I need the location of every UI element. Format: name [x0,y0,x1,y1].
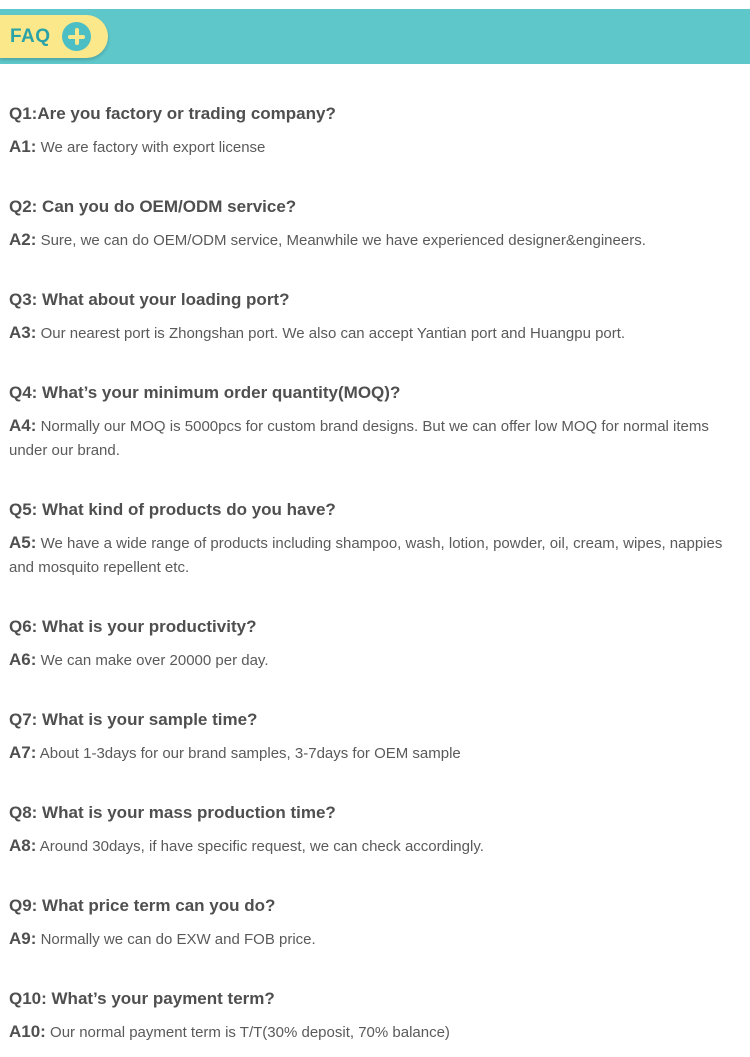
answer [9,834,729,859]
faq-item-3 [9,290,729,346]
answer-label: A9: [9,929,37,948]
answer [9,531,729,580]
answer-text: Our nearest port is Zhongshan port. We also can accept Yantian port and Huangpu port. [36,325,626,342]
faq-item-7 [9,710,729,766]
faq-item-4 [9,383,729,463]
faq-tab [0,15,108,58]
answer-text: We are factory with export license [36,139,266,156]
faq-item-1 [9,104,729,160]
faq-item-5 [9,500,729,580]
answer-label: A3: [9,323,37,342]
answer-label: A1: [9,137,37,156]
answer [9,228,729,253]
answer [9,648,729,673]
faq-item-9 [9,896,729,952]
answer-text: We can make over 20000 per day. [36,652,269,669]
question: Q9: What price term can you do? [9,896,276,915]
question: Q10: What’s your payment term? [9,989,275,1008]
answer-label: A7: [9,743,37,762]
faq-item-10 [9,989,729,1045]
question: Q3: What about your loading port? [9,290,290,309]
faq-title: FAQ [10,26,51,47]
answer [9,927,729,952]
question: Q6: What is your productivity? [9,617,257,636]
question: Q5: What kind of products do you have? [9,500,336,519]
answer [9,741,729,766]
plus-icon [62,22,91,51]
answer-text: Our normal payment term is T/T(30% deposit, 70% balance) [45,1024,450,1041]
answer-label: A2: [9,230,37,249]
faq-header-band [0,9,750,64]
answer [9,414,729,463]
question: Q8: What is your mass production time? [9,803,336,822]
faq-item-8 [9,803,729,859]
answer-text: Normally we can do EXW and FOB price. [36,931,316,948]
question: Q2: Can you do OEM/ODM service? [9,197,297,216]
answer-label: A6: [9,650,37,669]
answer-label: A10: [9,1022,46,1041]
answer-text: Sure, we can do OEM/ODM service, Meanwhile we have experienced designer&engineers. [36,232,646,249]
answer-text: About 1-3days for our brand samples, 3-7days for OEM sample [36,745,461,762]
answer-label: A8: [9,836,37,855]
answer [9,321,729,346]
faq-item-6 [9,617,729,673]
answer [9,1020,729,1045]
answer [9,135,729,160]
answer-label: A5: [9,533,37,552]
answer-label: A4: [9,416,37,435]
question: Q1:Are you factory or trading company? [9,104,336,123]
faq-item-2 [9,197,729,253]
answer-text: We have a wide range of products including shampoo, wash, lotion, powder, oil, cream, wipes, nappies and mosquito repellent etc. [9,535,723,576]
question: Q7: What is your sample time? [9,710,258,729]
answer-text: Normally our MOQ is 5000pcs for custom brand designs. But we can offer low MOQ for normal items under our brand. [9,418,709,459]
answer-text: Around 30days, if have specific request, we can check accordingly. [36,838,484,855]
question: Q4: What’s your minimum order quantity(MOQ)? [9,383,401,402]
